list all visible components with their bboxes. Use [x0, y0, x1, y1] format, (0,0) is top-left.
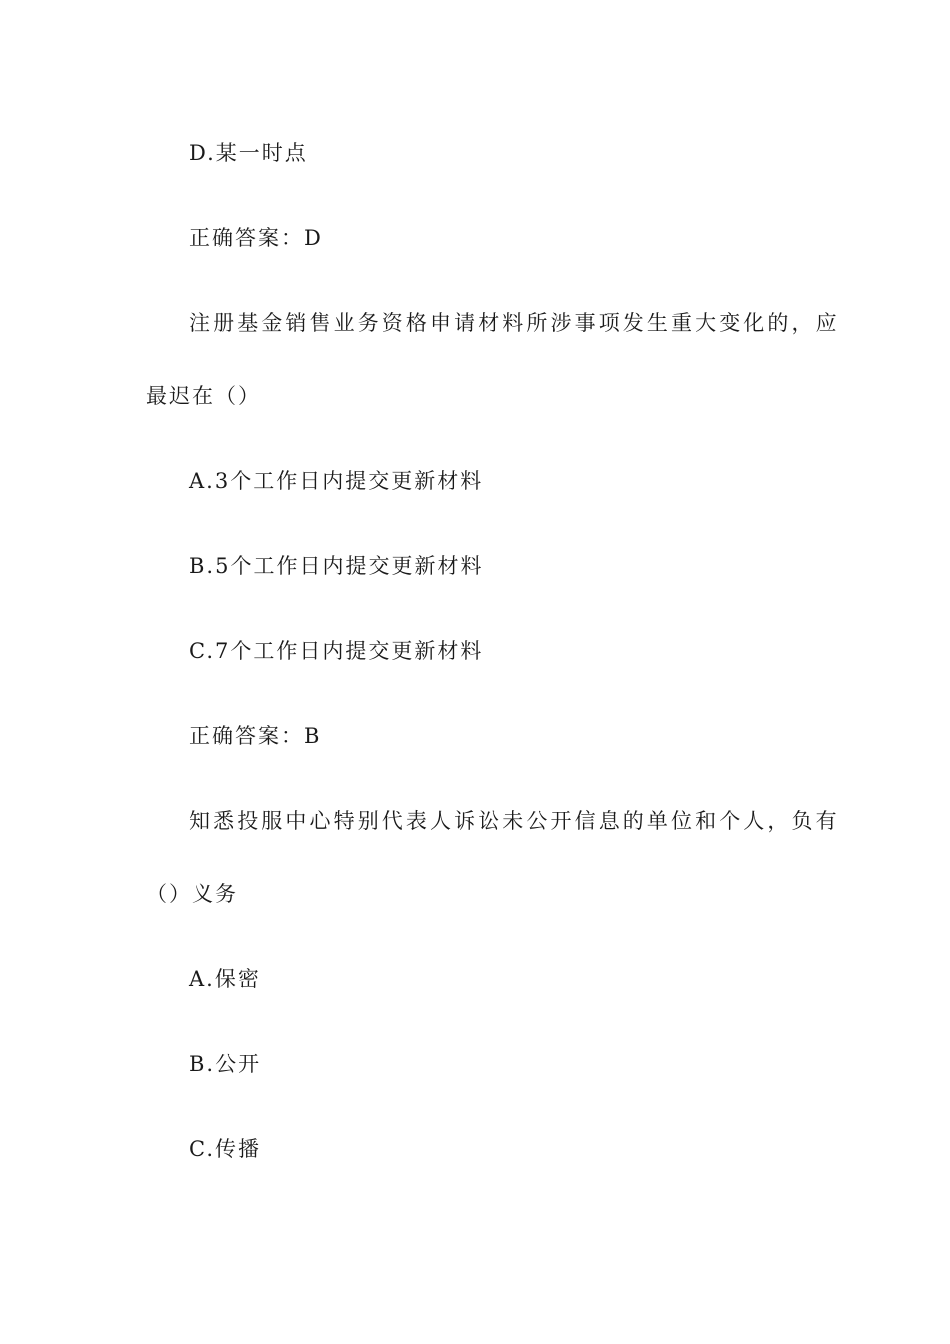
- q2-option-b: B.公开: [189, 1052, 262, 1076]
- q2-stem-line1: 知悉投服中心特别代表人诉讼未公开信息的单位和个人，负有: [189, 809, 840, 833]
- q1-option-b: B.5个工作日内提交更新材料: [189, 554, 484, 578]
- q1-answer: 正确答案：B: [189, 724, 322, 748]
- q1-option-c: C.7个工作日内提交更新材料: [189, 639, 484, 663]
- q2-option-a: A.保密: [189, 967, 261, 991]
- q2-stem-line2: （）义务: [146, 882, 238, 906]
- q2-option-c: C.传播: [189, 1137, 261, 1161]
- q0-answer: 正确答案：D: [189, 226, 323, 250]
- q1-stem-line1: 注册基金销售业务资格申请材料所涉事项发生重大变化的，应: [189, 311, 840, 335]
- q1-option-a: A.3个工作日内提交更新材料: [189, 469, 484, 493]
- q0-option-d: D.某一时点: [189, 141, 308, 165]
- q1-stem-line2: 最迟在（）: [146, 384, 261, 408]
